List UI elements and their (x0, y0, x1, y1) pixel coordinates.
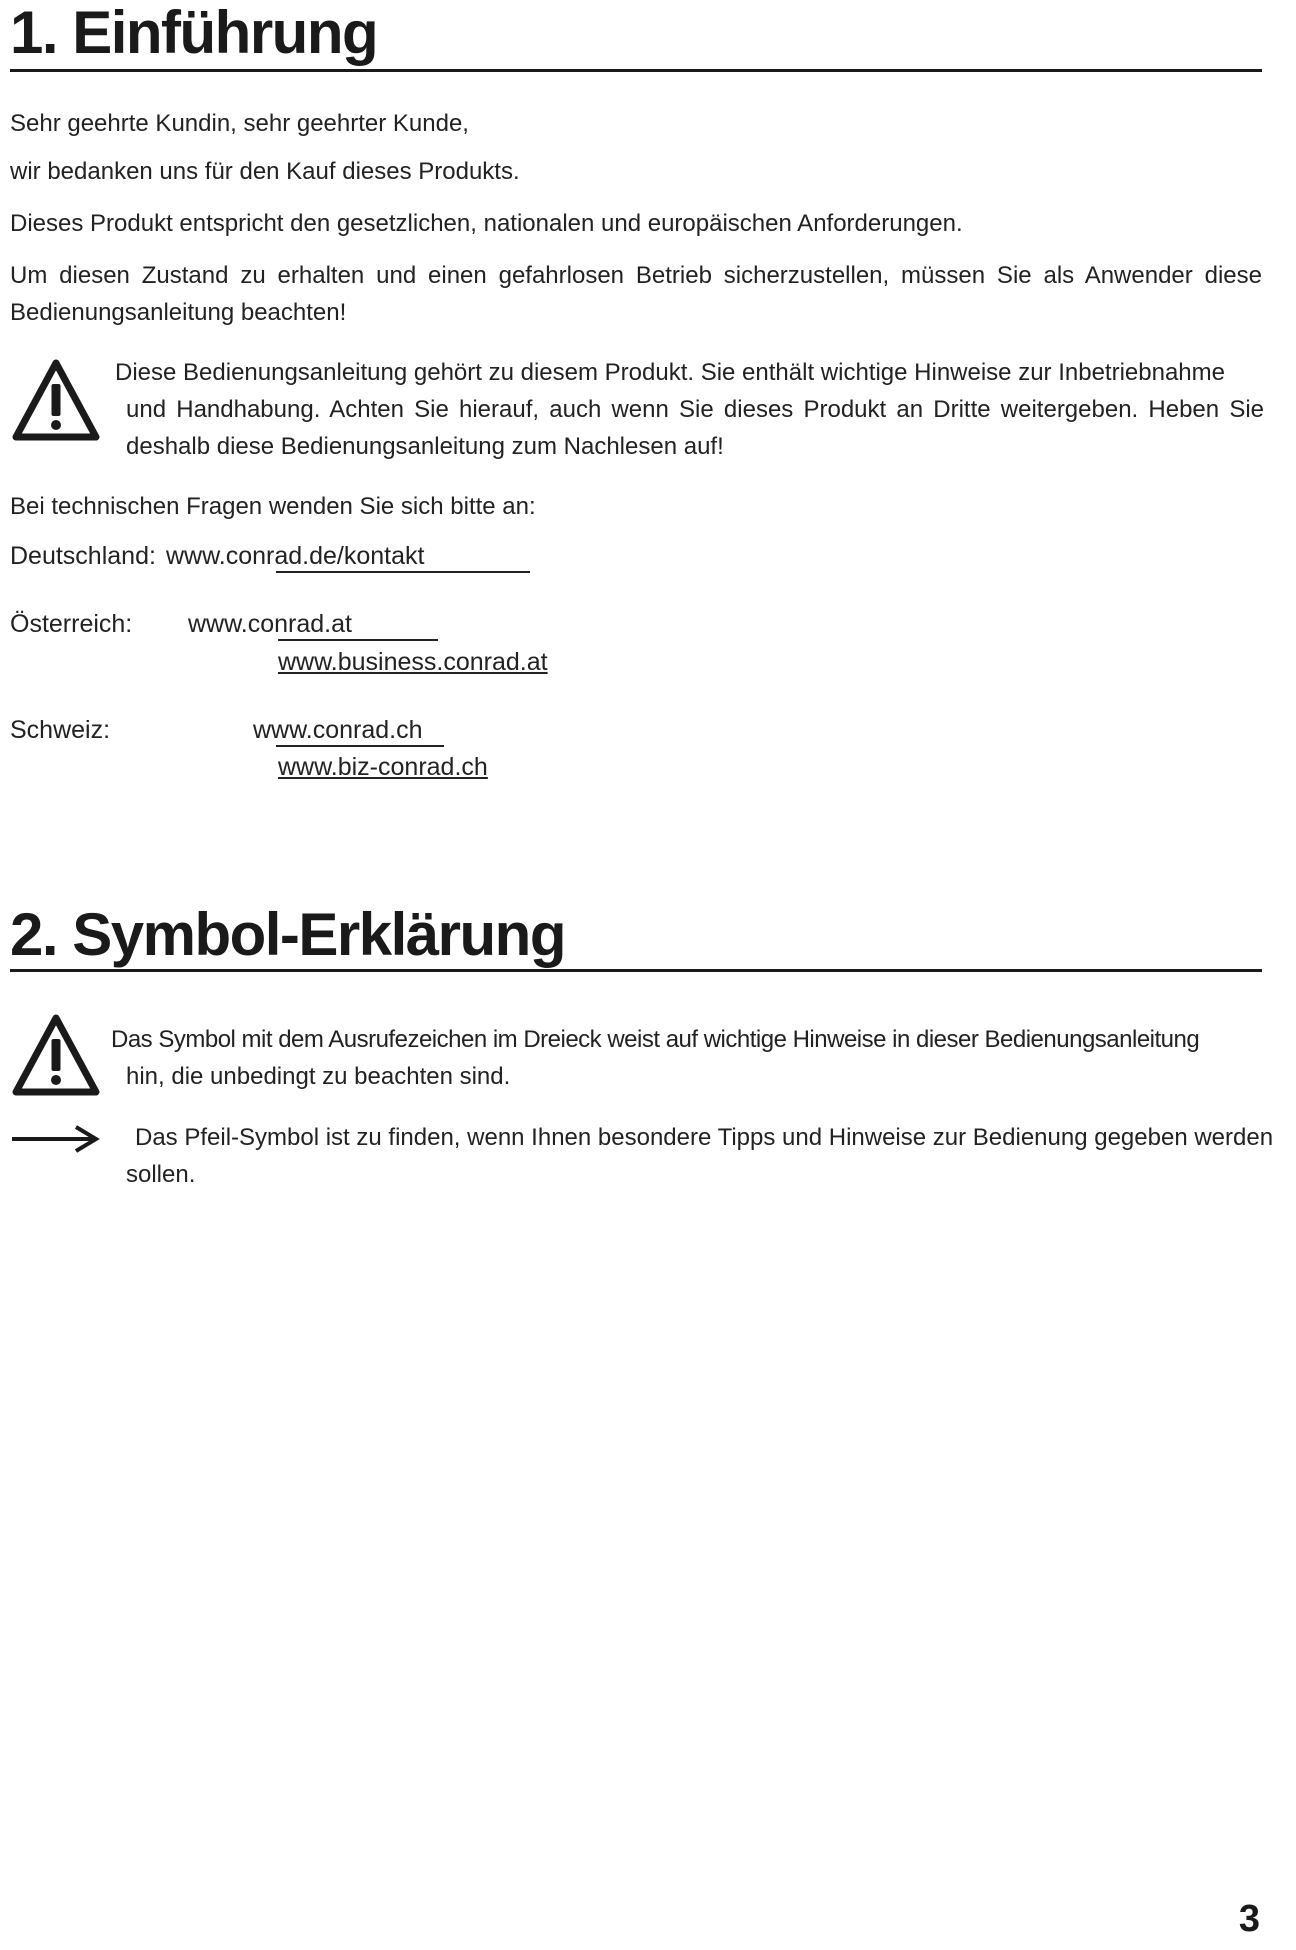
warning-triangle-icon (10, 357, 102, 445)
austria-link-1[interactable]: www.conrad.at (188, 610, 352, 638)
section-1-heading: 1. Einführung (10, 0, 378, 66)
austria-link-2[interactable]: www.business.conrad.at (278, 648, 548, 676)
section-2-rule (10, 969, 1262, 972)
switzerland-link-1-underline (276, 745, 444, 747)
switzerland-label: Schweiz: (10, 716, 111, 744)
germany-link[interactable]: www.conrad.de/kontakt (166, 542, 425, 570)
germany-label: Deutschland: (10, 542, 156, 570)
germany-link-underline (276, 571, 530, 573)
symbol-warning-text-line-2: hin, die unbedingt zu beachten sind. (126, 1063, 511, 1090)
section-2-heading: 2. Symbol-Erklärung (10, 901, 565, 968)
section-1-rule (10, 69, 1262, 72)
thanks-text: wir bedanken uns für den Kauf dieses Produkts. (10, 158, 520, 185)
switzerland-link-1[interactable]: www.conrad.ch (253, 716, 423, 744)
questions-text: Bei technischen Fragen wenden Sie sich bitte an: (10, 493, 536, 520)
warning-text-line-1: Diese Bedienungsanleitung gehört zu diesem Produkt. Sie enthält wichtige Hinweise zur Inbetriebnahme (115, 359, 1225, 386)
warning-text-line-2: und Handhabung. Achten Sie hierauf, auch wenn Sie dieses Produkt an Dritte weitergeben. Heben Sie (126, 396, 1264, 423)
maintain-text: Um diesen Zustand zu erhalten und einen gefahrlosen Betrieb sicherzustellen, müssen Sie als Anwender diese Bedienungsanleitung beachten! (10, 262, 1262, 326)
austria-link-1-underline (278, 639, 438, 641)
warning-text-line-3: deshalb diese Bedienungsanleitung zum Nachlesen auf! (126, 433, 724, 460)
page-number: 3 (1238, 1898, 1260, 1940)
warning-triangle-icon (10, 1012, 102, 1100)
austria-label: Österreich: (10, 610, 133, 638)
arrow-text-line-1: Das Pfeil-Symbol ist zu finden, wenn Ihnen besondere Tipps und Hinweise zur Bedienung gegeben werden (135, 1124, 1274, 1151)
arrow-right-icon (10, 1122, 100, 1156)
greeting-text: Sehr geehrte Kundin, sehr geehrter Kunde, (10, 110, 469, 137)
compliance-text: Dieses Produkt entspricht den gesetzlichen, nationalen und europäischen Anforderungen. (10, 210, 963, 237)
arrow-text-line-2: sollen. (126, 1161, 196, 1188)
switzerland-link-2[interactable]: www.biz-conrad.ch (278, 753, 488, 781)
symbol-warning-text-line-1: Das Symbol mit dem Ausrufezeichen im Dreieck weist auf wichtige Hinweise in dieser Bedienungsanleitung (111, 1026, 1200, 1053)
